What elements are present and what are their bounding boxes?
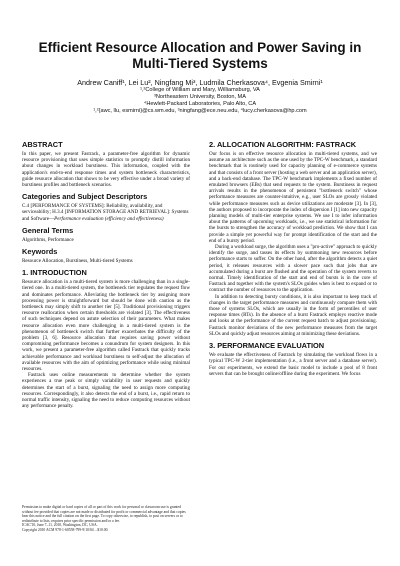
algorithm-paragraph-3: In addition to detecting bursty conditions, it is also important to keep track of changes in the target performance measures and continuously compare them with those of systems SLOs, which are usually in the form of percentiles of user response times (RTs). In the absence of a burst Fastrack employs reactive mode and looks at the performance of the current request batch to adjust provisioning. Fastrack monitor deviations of the new performance measures from the target SLOs and quickly adjust resources aiming at minimizing these deviations.	[209, 293, 377, 337]
footnote-copyright: Copyright 2010 ACM 978-1-60558-799-9/10/04 ...$10.00.	[22, 527, 109, 532]
general-terms-text: Algorithms, Performance	[22, 236, 74, 243]
introduction-heading: 1. INTRODUCTION	[22, 268, 87, 278]
affiliation-1: ¹,²College of William and Mary, Williamsburg, VA	[140, 87, 260, 93]
footnote-venue: ICAC'10, June 7–11, 2010, Washington, DC, USA.	[22, 523, 98, 528]
author-emails: ¹,²{awc, llu, esmirni}@cs.wm.edu, ³ningfang@ece.neu.edu, ⁴lucy.cherkasova@hp.com	[93, 108, 307, 114]
algorithm-heading: 2. ALLOCATION ALGORITHM: FASTRACK	[209, 140, 357, 149]
abstract-heading: ABSTRACT	[22, 140, 63, 149]
categories-heading: Categories and Subject Descriptors	[22, 192, 148, 202]
abstract-text: In this paper, we present Fastrack, a parameter-free algorithm for dynamic resource provisioning that uses simple statistics to promptly distill information about changes in workload burstiness. This information, coupled with the application's end-to-end response times and system bottleneck characteristics, guide resource allocation that shows to be very effective under a broad variety of burstiness profiles and bottleneck scenarios.	[22, 151, 190, 189]
copyright-footnote	[22, 505, 190, 533]
keywords-heading: Keywords	[22, 247, 58, 257]
left-column	[22, 140, 190, 410]
author-list: Andrew Caniff¹, Lei Lu², Ningfang Mi³, Ludmila Cherkasova⁴, Evgenia Smirni¹	[77, 78, 323, 87]
author-block	[20, 78, 380, 115]
introduction-paragraph-1: Resource allocation in a multi-tiered system is more challenging than in a single-tiered one. In a multi-tiered system, the bottleneck tier regulates the request flow and dominates performance. Alleviating the bottleneck tier by assigning more processing power is straightforward but should be done with caution as the bottleneck may simply shift to another tier [5]. Traditional provisioning triggers resource reallocation when certain thresholds are violated [3]. The effectiveness of such techniques depend on astute selection of their parameters. What makes resource allocation even more challenging in a multi-tiered system is the phenomenon of bottleneck switch that further exacerbates the difficulty of the problem [3, 6]. Resource allocation that requires saving power without compromising performance becomes a conundrum for system designers. In this work, we present a parameter-free algorithm called Fastrack that quickly tracks achievable performance and workload burstiness to self-adjust the allocation of available resources with the aim of optimizing performance while using minimal resources.	[22, 279, 190, 373]
footnote-permission: Permission to make digital or hard copies of all or part of this work for personal or classroom use is granted without fee provided that copies are not made or distributed for profit or commercial advantage and that copies bear this notice and the full citation on the first page. To copy otherwise, to republish, to post on servers or to redistribute to lists, requires prior specific permission and/or a fee.	[22, 505, 186, 523]
paper-title: Efficient Resource Allocation and Power Saving in Multi-Tiered Systems	[38, 40, 362, 71]
categories-text-main: C.4 [PERFORMANCE OF SYSTEMS]: Reliability, availability, and serviceability; H.3.4 [INFORMATION STORAGE AND RETRIEVAL]: Systems and Software—	[22, 203, 189, 222]
algorithm-paragraph-1: Our focus is on effective resource allocation in multi-tiered systems, and we assume an architecture such as the one used by the TPC-W benchmark, a standard benchmark that is routinely used for capacity planning of e-commerce systems and that consists of a front server (hosting a web server and an application server), and a back-end database. The TPC-W benchmark implements a fixed number of emulated browsers (EBs) that send requests to the system. Burstiness in request arrivals results in the phenomenon of persistent "bottleneck switch" whose performance measures are counter-intuitive, e.g., user SLOs are grossly violated while performance measures such as device utilizations are moderate [3]. In [3], the authors proposed to incorporate the index of dispersion I [1] into new capacity planning models of multi-tier enterprise systems. We use I to infer information about the patterns of upcoming workloads, i.e., we use statistical information for the bursts to strengthen the accuracy of workload prediction. We show that I can provide a simple yet powerful way for prompt identification of the start and the end of a bursty period.	[209, 151, 377, 244]
categories-text-italic: Performance evaluation (efficiency and effectiveness)	[54, 215, 164, 222]
affiliation-2: ³Northeastern University, Boston, MA	[154, 94, 246, 100]
performance-heading: 3. PERFORMANCE EVALUATION	[209, 341, 325, 351]
introduction-paragraph-2: Fastrack uses online measurements to determine whether the system experiences a true peak or simply variability in user requests and quickly determines the start of a burst, signaling the need to assign more computing resources. Correspondingly, it also detects the end of a burst, i.e., rapid return to normal traffic intensity, signaling the need to reduce computing resources without any performance penalty.	[22, 372, 190, 410]
categories-text	[22, 203, 190, 222]
right-column	[209, 140, 377, 377]
affiliation-3: ⁴Hewlett-Packard Laboratories, Palo Alto, CA	[143, 101, 257, 107]
keywords-text: Resource Allocation, Burstiness, Multi-tiered Systems	[22, 258, 133, 265]
performance-paragraph-1: We evaluate the effectiveness of Fastrack by simulating the workload flows in a typical TPC-W 2-tier implementation (i.e., a front server and a database server). For our experiments, we extend the basic model to include a pool of 8 front servers that can be brought online/offline during the experiment. We focus	[209, 352, 377, 377]
algorithm-paragraph-2: During a workload surge, the algorithm uses a "pro-active" approach to quickly identify the surge, and tasses its effects by summoning new resources before performance starts to suffer. On the other hand, after the algorithm detects a quiet period, it releases resources with a slower pace such that jobs that are accumulated during a burst are flushed and the operation of the system reverts to normal. Timely identification of the start and end of bursts is in the core of Fastrack and together with the system's SLOs guides when is best to expand or to contract the number of resources to the application.	[209, 244, 377, 294]
general-terms-heading: General Terms	[22, 225, 74, 235]
